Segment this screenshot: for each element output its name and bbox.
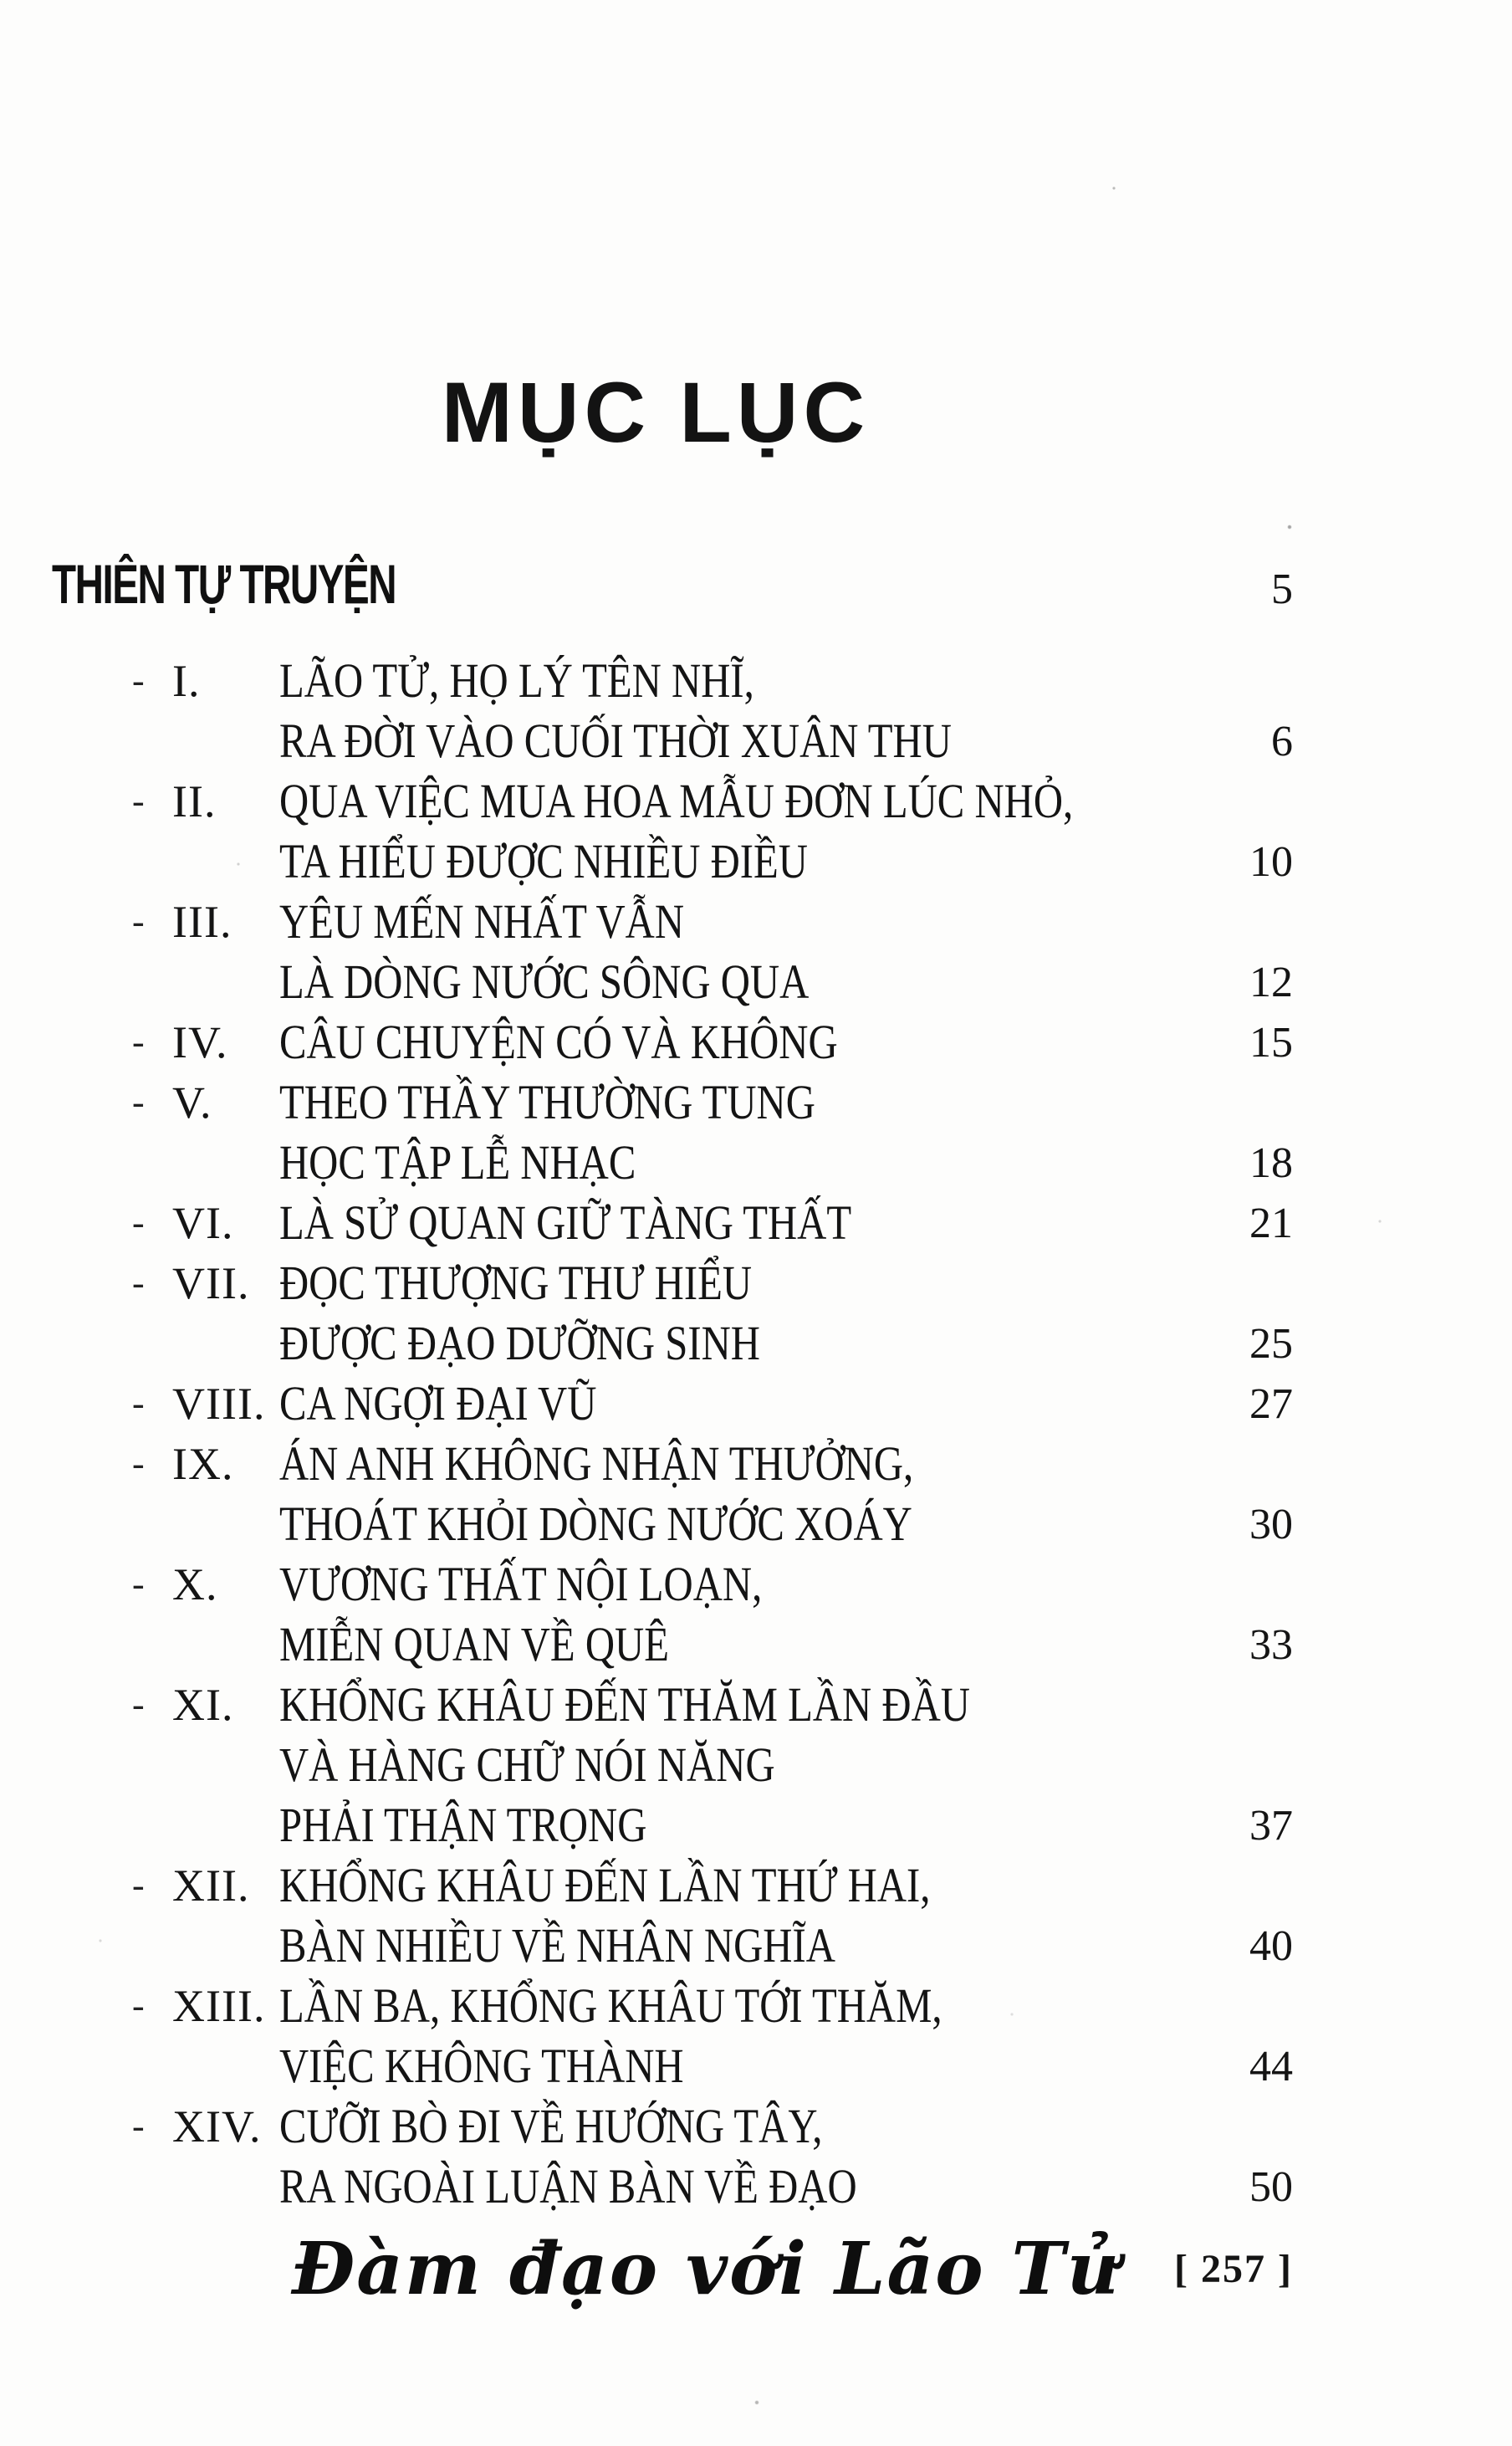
entry-title-line: HỌC TẬP LỄ NHẠC bbox=[279, 1135, 636, 1190]
entry-title-line: VÀ HÀNG CHỮ NÓI NĂNG bbox=[279, 1737, 775, 1792]
entry-title-line: CƯỠI BÒ ĐI VỀ HƯỚNG TÂY, bbox=[279, 2099, 823, 2153]
entry-title-line: MIỄN QUAN VỀ QUÊ bbox=[279, 1617, 669, 1671]
entry-title-lines bbox=[279, 771, 1081, 892]
entry-title-line: LẦN BA, KHỔNG KHÂU TỚI THĂM, bbox=[279, 1978, 942, 2033]
toc-entry bbox=[52, 771, 1293, 892]
entry-title-line: BÀN NHIỀU VỀ NHÂN NGHĨA bbox=[279, 1918, 835, 1973]
entry-page-number: 25 bbox=[1249, 1320, 1293, 1368]
page-footer bbox=[0, 2227, 1512, 2311]
toc-entry bbox=[52, 1976, 1293, 2096]
folio-number: [ 257 ] bbox=[1174, 2247, 1293, 2291]
entry-numeral: VI. bbox=[172, 1198, 234, 1248]
toc-entry bbox=[52, 1374, 1293, 1434]
entry-title-line: ÁN ANH KHÔNG NHẬN THƯỞNG, bbox=[279, 1436, 914, 1491]
entry-page-number: 18 bbox=[1249, 1139, 1293, 1187]
entry-title-line: LÃO TỬ, HỌ LÝ TÊN NHĨ, bbox=[279, 653, 754, 708]
entry-dash: - bbox=[132, 1383, 145, 1424]
toc-entry bbox=[52, 1253, 1293, 1374]
entry-dash: - bbox=[132, 1443, 145, 1484]
toc-entry bbox=[52, 1675, 1293, 1855]
entry-title-line: ĐƯỢC ĐẠO DƯỠNG SINH bbox=[279, 1316, 760, 1370]
entry-title-lines bbox=[279, 651, 1081, 771]
entry-dash: - bbox=[132, 1865, 145, 1906]
entry-title-line: RA ĐỜI VÀO CUỐI THỜI XUÂN THU bbox=[279, 714, 952, 768]
entry-numeral: XIV. bbox=[172, 2101, 262, 2152]
entry-numeral: VIII. bbox=[172, 1379, 266, 1429]
entry-title-line: KHỔNG KHÂU ĐẾN THĂM LẦN ĐẦU bbox=[279, 1677, 970, 1732]
toc-entry bbox=[52, 1193, 1293, 1253]
entry-numeral: XI. bbox=[172, 1680, 234, 1730]
entry-page-number: 37 bbox=[1249, 1802, 1293, 1850]
entry-numeral: XII. bbox=[172, 1860, 250, 1911]
entry-page-number: 33 bbox=[1249, 1621, 1293, 1669]
toc-section-row bbox=[52, 552, 1293, 616]
entry-title-lines bbox=[279, 1193, 1081, 1253]
entry-dash: - bbox=[132, 1563, 145, 1604]
entry-title-line: VIỆC KHÔNG THÀNH bbox=[279, 2039, 684, 2093]
toc-entry bbox=[52, 1072, 1293, 1193]
toc-entry bbox=[52, 892, 1293, 1012]
entry-numeral: IX. bbox=[172, 1439, 234, 1489]
entry-dash: - bbox=[132, 780, 145, 821]
entry-page-number: 15 bbox=[1249, 1019, 1293, 1067]
entry-page-number: 27 bbox=[1249, 1380, 1293, 1428]
entry-title-lines bbox=[279, 1012, 1081, 1072]
entry-dash: - bbox=[132, 1684, 145, 1725]
entry-title-lines bbox=[279, 1072, 1081, 1193]
entry-title-lines bbox=[279, 1855, 1081, 1976]
entry-numeral: II. bbox=[172, 776, 217, 826]
toc-entry bbox=[52, 1434, 1293, 1554]
entry-page-number: 10 bbox=[1249, 838, 1293, 886]
toc-entry bbox=[52, 1554, 1293, 1675]
entry-numeral: VII. bbox=[172, 1258, 250, 1308]
entry-title-lines bbox=[279, 1374, 1081, 1434]
entry-title-lines bbox=[279, 1675, 1081, 1855]
toc-entry bbox=[52, 1012, 1293, 1072]
entry-title-line: TA HIỂU ĐƯỢC NHIỀU ĐIỀU bbox=[279, 834, 808, 888]
entry-dash: - bbox=[132, 660, 145, 701]
entry-dash: - bbox=[132, 2106, 145, 2147]
entry-title-line: CÂU CHUYỆN CÓ VÀ KHÔNG bbox=[279, 1015, 838, 1069]
entry-numeral: I. bbox=[172, 656, 201, 706]
entry-title-line: VƯƠNG THẤT NỘI LOẠN, bbox=[279, 1557, 763, 1611]
entry-dash: - bbox=[132, 1021, 145, 1062]
entry-title-line: QUA VIỆC MUA HOA MẪU ĐƠN LÚC NHỎ, bbox=[279, 774, 1074, 828]
entry-title-line: KHỔNG KHÂU ĐẾN LẦN THỨ HAI, bbox=[279, 1858, 931, 1912]
entry-page-number: 50 bbox=[1249, 2163, 1293, 2211]
entry-numeral: XIII. bbox=[172, 1981, 266, 2031]
toc-section-label: THIÊN TỰ TRUYỆN bbox=[52, 553, 396, 615]
entry-numeral: IV. bbox=[172, 1017, 228, 1067]
toc-entry bbox=[52, 1855, 1293, 1976]
entry-page-number: 30 bbox=[1249, 1501, 1293, 1548]
entry-numeral: V. bbox=[172, 1077, 212, 1128]
entry-title-line: LÀ SỬ QUAN GIỮ TÀNG THẤT bbox=[279, 1195, 852, 1250]
entry-title-line: CA NGỢI ĐẠI VŨ bbox=[279, 1376, 597, 1430]
entry-dash: - bbox=[132, 1202, 145, 1243]
entry-title-line: RA NGOÀI LUẬN BÀN VỀ ĐẠO bbox=[279, 2159, 857, 2213]
entry-title-lines bbox=[279, 2096, 1081, 2217]
entry-dash: - bbox=[132, 1082, 145, 1123]
entry-title-line: ĐỌC THƯỢNG THƯ HIỂU bbox=[279, 1256, 753, 1310]
entry-title-line: THOÁT KHỎI DÒNG NƯỚC XOÁY bbox=[279, 1497, 912, 1551]
entry-page-number: 40 bbox=[1249, 1922, 1293, 1970]
book-title-script: Đàm đạo với Lão Tử bbox=[292, 2227, 1121, 2311]
entry-numeral: III. bbox=[172, 897, 232, 947]
page-title: MỤC LỤC bbox=[441, 365, 871, 460]
entry-page-number: 44 bbox=[1249, 2043, 1293, 2090]
toc-entry bbox=[52, 2096, 1293, 2217]
entry-title-line: PHẢI THẬN TRỌNG bbox=[279, 1798, 647, 1852]
entry-page-number: 6 bbox=[1271, 718, 1293, 765]
entry-title-lines bbox=[279, 1434, 1081, 1554]
entry-dash: - bbox=[132, 1985, 145, 2026]
entry-title-lines bbox=[279, 892, 1081, 1012]
entry-page-number: 21 bbox=[1249, 1200, 1293, 1247]
entry-title-line: THEO THẦY THƯỜNG TUNG bbox=[279, 1075, 815, 1129]
entry-dash: - bbox=[132, 901, 145, 942]
entry-dash: - bbox=[132, 1262, 145, 1303]
entry-title-line: LÀ DÒNG NƯỚC SÔNG QUA bbox=[279, 954, 810, 1009]
entry-page-number: 12 bbox=[1249, 959, 1293, 1006]
toc-entry bbox=[52, 651, 1293, 771]
toc-entries bbox=[52, 651, 1293, 2217]
toc-section-page-number: 5 bbox=[1271, 565, 1293, 613]
table-of-contents bbox=[0, 552, 1512, 2217]
entry-numeral: X. bbox=[172, 1559, 218, 1609]
entry-title-lines bbox=[279, 1253, 1081, 1374]
entry-title-line: YÊU MẾN NHẤT VẪN bbox=[279, 894, 685, 949]
entry-title-lines bbox=[279, 1554, 1081, 1675]
entry-title-lines bbox=[279, 1976, 1081, 2096]
